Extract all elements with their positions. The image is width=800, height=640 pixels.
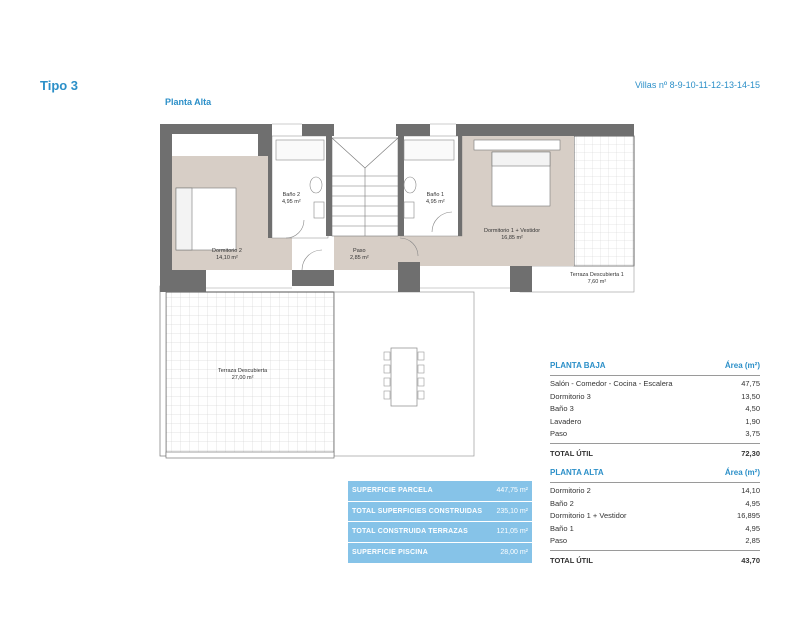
summary-row	[348, 543, 532, 564]
villas-label: Villas nº 8-9-10-11-12-13-14-15	[634, 80, 760, 90]
summary-label: SUPERFICIE PARCELA	[352, 487, 433, 494]
table-row	[550, 510, 760, 523]
room-area: 4,95 m²	[426, 199, 445, 205]
summary-label: TOTAL SUPERFICIES CONSTRUIDAS	[352, 507, 483, 515]
row-name: Baño 2	[550, 498, 574, 508]
room-name: Paso	[353, 248, 366, 254]
row-value: 2,85	[745, 536, 760, 546]
table-title: PLANTA BAJA	[550, 361, 606, 370]
row-value: 3,75	[745, 429, 760, 439]
summary-value: 235,10 m²	[496, 507, 528, 515]
row-name: Salón - Comedor - Cocina - Escalera	[550, 379, 673, 388]
table-row	[550, 523, 760, 536]
summary-label: TOTAL CONSTRUIDA TERRAZAS	[352, 528, 468, 535]
surface-summary	[348, 481, 532, 563]
table-row	[550, 535, 760, 548]
table-row	[550, 378, 760, 391]
summary-row	[348, 522, 532, 543]
room-terraza	[218, 368, 267, 382]
row-value: 4,50	[745, 404, 760, 414]
row-value: 1,90	[745, 416, 760, 426]
table-row	[550, 416, 760, 429]
total-label: TOTAL ÚTIL	[550, 555, 593, 565]
total-label: TOTAL ÚTIL	[550, 448, 593, 458]
terrace-large	[160, 286, 474, 458]
summary-row	[348, 481, 532, 502]
table-row	[550, 403, 760, 416]
row-name: Baño 1	[550, 523, 574, 533]
plan-type-title: Tipo 3	[40, 78, 79, 93]
room-bano-2	[282, 192, 301, 206]
room-terraza-1	[570, 272, 624, 286]
row-value: 13,50	[741, 391, 760, 401]
row-name: Paso	[550, 429, 568, 439]
staircase	[332, 138, 398, 236]
room-name: Baño 2	[282, 192, 301, 198]
bed-dormitorio-2	[176, 188, 236, 250]
room-name: Dormitorio 1 + Vestidor	[484, 228, 541, 234]
summary-value: 28,00 m²	[500, 548, 528, 556]
row-name: Dormitorio 2	[550, 486, 591, 495]
table-row	[550, 391, 760, 404]
table-header	[550, 361, 760, 376]
row-name: Dormitorio 3	[550, 391, 591, 401]
row-name: Lavadero	[550, 416, 582, 426]
row-value: 16,895	[737, 511, 760, 521]
row-value: 14,10	[741, 486, 760, 495]
row-value: 4,95	[745, 498, 760, 508]
total-value: 43,70	[741, 555, 760, 565]
summary-row	[348, 502, 532, 523]
room-name: Terraza Descubierta 1	[570, 272, 624, 278]
total-value: 72,30	[741, 448, 760, 458]
table-planta-alta	[550, 468, 760, 565]
room-area: 27,00 m²	[231, 375, 254, 381]
area-column-header: Área (m²)	[724, 468, 760, 477]
table-row	[550, 485, 760, 498]
table-row	[550, 428, 760, 441]
row-name: Dormitorio 1 + Vestidor	[550, 511, 627, 521]
room-name: Terraza Descubierta	[218, 368, 268, 374]
area-column-header: Área (m²)	[724, 361, 760, 370]
floor-title: Planta Alta	[165, 97, 212, 107]
summary-value: 121,05 m²	[496, 528, 528, 535]
table-title: PLANTA ALTA	[550, 468, 604, 477]
row-value: 4,95	[745, 523, 760, 533]
room-area: 4,95 m²	[282, 199, 301, 205]
room-dormitorio-2	[212, 248, 242, 262]
room-area: 2,85 m²	[350, 255, 369, 261]
row-name: Baño 3	[550, 404, 574, 414]
row-value: 47,75	[741, 379, 760, 388]
table-row	[550, 498, 760, 511]
room-name: Baño 1	[426, 192, 445, 198]
room-name: Dormitorio 2	[212, 248, 242, 254]
summary-label: SUPERFICIE PISCINA	[352, 548, 428, 556]
room-bano-1	[426, 192, 445, 206]
table-header	[550, 468, 760, 483]
room-area: 16,85 m²	[501, 235, 523, 241]
table-planta-baja	[550, 361, 760, 458]
row-name: Paso	[550, 536, 568, 546]
summary-value: 447,75 m²	[496, 487, 528, 494]
room-paso	[350, 248, 369, 262]
room-area: 14,10 m²	[216, 255, 238, 261]
table-total	[550, 444, 760, 458]
room-dormitorio-1	[484, 228, 540, 242]
room-area: 7,60 m²	[587, 279, 607, 285]
table-total	[550, 551, 760, 565]
